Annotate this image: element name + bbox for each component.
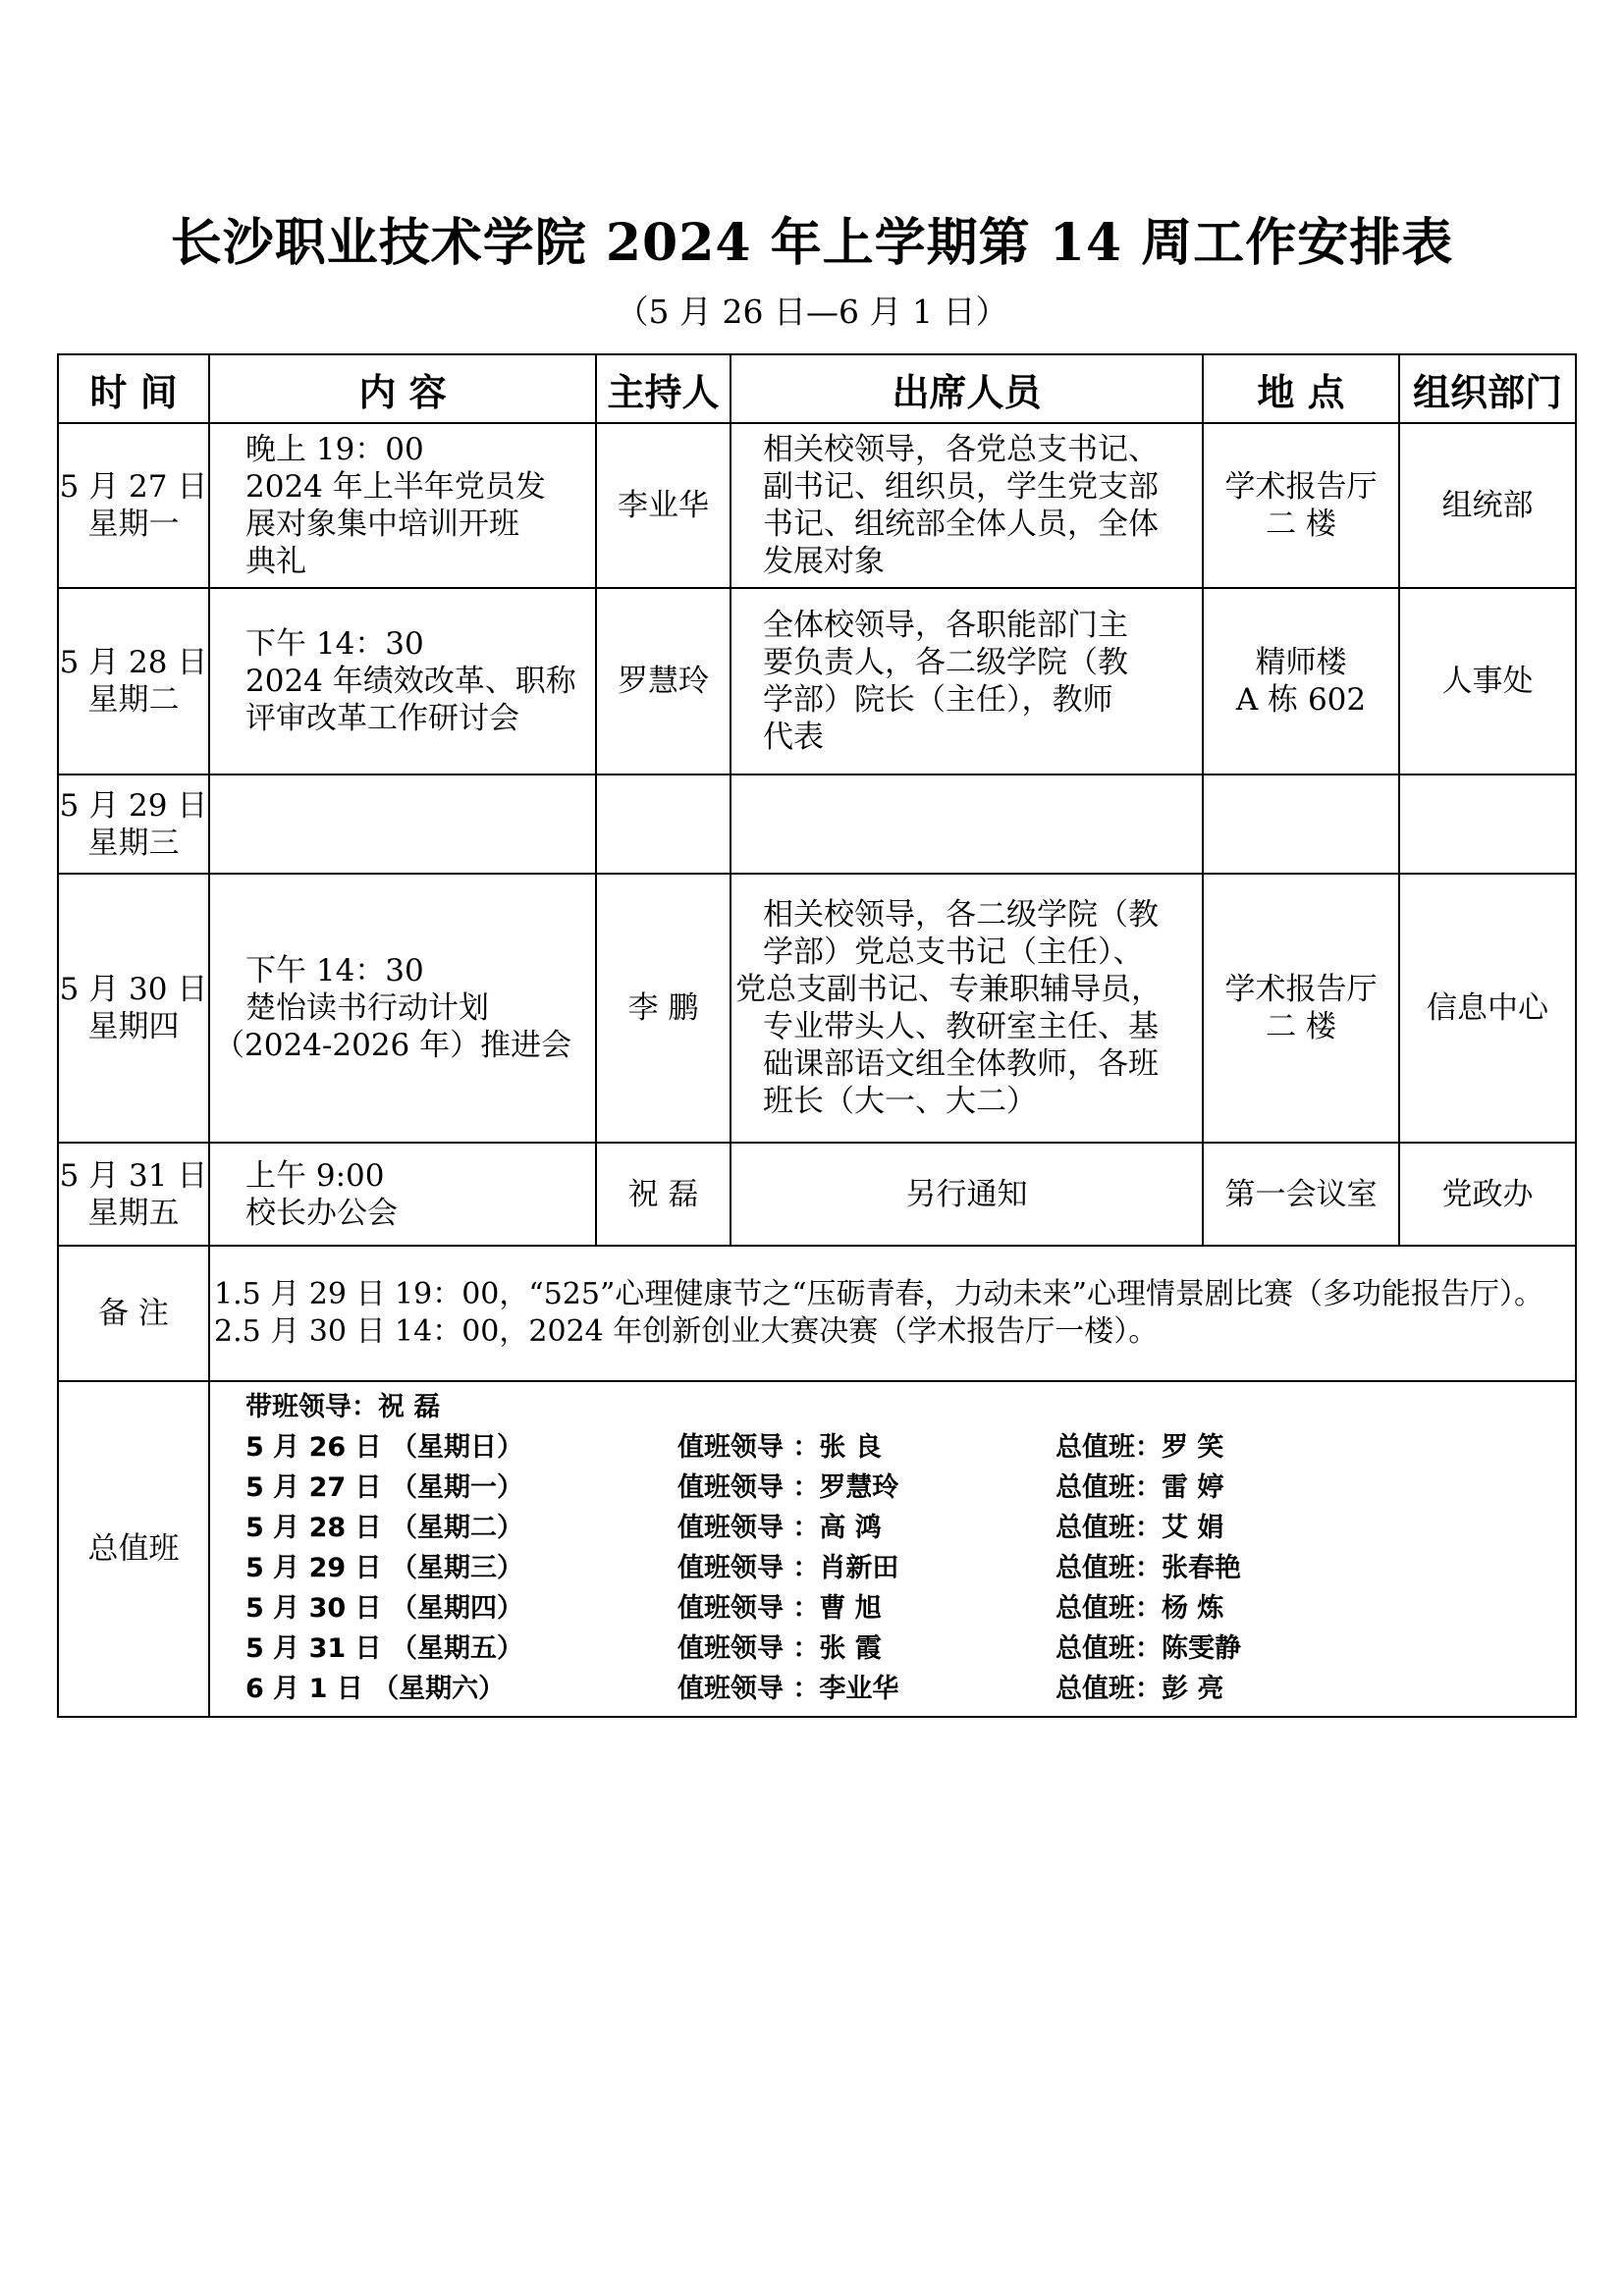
attendees-cell <box>731 1143 1203 1246</box>
host-cell: 罗慧玲 <box>596 588 731 774</box>
location-line: 二 楼 <box>1266 1009 1336 1044</box>
note-line: 1.5 月 29 日 19：00，“525”心理健康节之“压砺青春，力动未来”心理情景剧比赛（多功能报告厅）。 <box>214 1277 1543 1311</box>
content-line: 展对象集中培训开班 <box>245 507 519 542</box>
content-line: 楚怡读书行动计划 <box>245 990 489 1026</box>
duty-person: 总值班：彭 亮 <box>1056 1674 1224 1704</box>
content-line: 2024 年绩效改革、职称 <box>245 664 576 699</box>
attendees-cell <box>731 774 1203 874</box>
host-cell: 祝 磊 <box>596 1143 731 1246</box>
attendees-line: 代表 <box>763 720 824 755</box>
content-cell <box>209 588 596 774</box>
duty-person: 总值班：杨 炼 <box>1056 1593 1224 1624</box>
duty-leader: 值班领导 ：张 霞 <box>677 1633 882 1664</box>
location-line: 学术报告厅 <box>1224 972 1378 1007</box>
attendees-cell <box>731 588 1203 774</box>
header-dept: 组织部门 <box>1399 354 1576 423</box>
notes-cell <box>209 1246 1576 1381</box>
weekday-text: 星期五 <box>87 1195 180 1231</box>
attendees-line: 全体校领导，各职能部门主 <box>763 608 1128 643</box>
page-title: 长沙职业技术学院 2024 年上学期第 14 周工作安排表 <box>170 213 1454 273</box>
notes-label: 备 注 <box>58 1246 209 1381</box>
content-line: 晚上 19：00 <box>245 432 424 467</box>
duty-leader: 值班领导 ：曹 旭 <box>677 1593 882 1624</box>
dept-cell: 党政办 <box>1399 1143 1576 1246</box>
date-text: 5 月 28 日 <box>59 645 208 680</box>
attendees-line: 另行通知 <box>905 1176 1028 1212</box>
duty-row <box>58 1381 1576 1717</box>
date-cell <box>58 774 209 874</box>
attendees-line: 副书记、组织员，学生党支部 <box>763 469 1159 505</box>
attendees-line: 专业带头人、教研室主任、基 <box>763 1009 1159 1044</box>
table-row <box>58 774 1576 874</box>
dept-cell: 组统部 <box>1399 423 1576 588</box>
location-cell <box>1203 1143 1399 1246</box>
date-text: 5 月 27 日 <box>59 469 208 505</box>
host-cell <box>596 774 731 874</box>
attendees-line: 发展对象 <box>763 544 885 579</box>
header-time: 时 间 <box>58 354 209 423</box>
attendees-line: 书记、组统部全体人员，全体 <box>763 507 1159 542</box>
duty-person: 总值班：艾 娟 <box>1056 1513 1224 1543</box>
duty-cell <box>209 1381 1576 1717</box>
header-attendees: 出席人员 <box>731 354 1203 423</box>
duty-entry <box>245 1548 1575 1588</box>
notes-row <box>58 1246 1576 1381</box>
attendees-line: 学部）党总支书记（主任）、 <box>763 934 1144 970</box>
content-cell <box>209 423 596 588</box>
host-cell: 李 鹏 <box>596 874 731 1143</box>
dept-cell <box>1399 774 1576 874</box>
header-content: 内 容 <box>209 354 596 423</box>
weekday-text: 星期一 <box>87 507 180 542</box>
date-text: 5 月 29 日 <box>59 787 208 824</box>
date-cell <box>58 1143 209 1246</box>
location-cell <box>1203 874 1399 1143</box>
header-location: 地 点 <box>1203 354 1399 423</box>
duty-entry <box>245 1508 1575 1548</box>
attendees-cell <box>731 874 1203 1143</box>
duty-entry <box>245 1427 1575 1468</box>
content-line: 上午 9:00 <box>245 1157 385 1194</box>
schedule-table <box>57 353 1577 1718</box>
location-cell <box>1203 588 1399 774</box>
date-cell <box>58 588 209 774</box>
location-line: A 栋 602 <box>1235 682 1367 718</box>
dept-cell: 人事处 <box>1399 588 1576 774</box>
location-line: 二 楼 <box>1266 507 1336 542</box>
duty-entry <box>245 1629 1575 1669</box>
location-line: 学术报告厅 <box>1224 469 1378 505</box>
content-line: 下午 14：30 <box>245 626 424 662</box>
duty-date: 5 月 31 日 （星期五） <box>245 1633 523 1664</box>
duty-date: 5 月 26 日 （星期日） <box>245 1432 523 1463</box>
duty-leader: 值班领导 ：李业华 <box>677 1674 899 1704</box>
content-cell <box>209 874 596 1143</box>
table-row <box>58 423 1576 588</box>
duty-date: 6 月 1 日 （星期六） <box>245 1674 506 1704</box>
table-row <box>58 1143 1576 1246</box>
duty-entry <box>245 1669 1575 1709</box>
attendees-line: 相关校领导，各二级学院（教 <box>763 897 1159 933</box>
duty-leader: 值班领导 ：张 良 <box>677 1432 882 1463</box>
dept-cell: 信息中心 <box>1399 874 1576 1143</box>
attendees-line: 学部）院长（主任），教师 <box>763 682 1113 718</box>
duty-entry <box>245 1588 1575 1629</box>
duty-label: 总值班 <box>58 1381 209 1717</box>
header-row <box>58 354 1576 423</box>
header-host: 主持人 <box>596 354 731 423</box>
content-line: 评审改革工作研讨会 <box>245 701 519 736</box>
duty-person: 总值班：陈雯静 <box>1056 1633 1241 1664</box>
location-line: 第一会议室 <box>1224 1176 1378 1212</box>
date-cell <box>58 874 209 1143</box>
attendees-line: 班长（大一、大二） <box>763 1084 1037 1119</box>
weekday-text: 星期四 <box>87 1009 180 1044</box>
host-cell: 李业华 <box>596 423 731 588</box>
table-row <box>58 588 1576 774</box>
duty-date: 5 月 27 日 （星期一） <box>245 1472 523 1503</box>
weekday-text: 星期三 <box>87 825 180 861</box>
duty-date: 5 月 30 日 （星期四） <box>245 1593 523 1624</box>
duty-person: 总值班：张春艳 <box>1056 1553 1241 1583</box>
date-text: 5 月 31 日 <box>59 1157 208 1194</box>
content-cell <box>209 1143 596 1246</box>
location-line: 精师楼 <box>1255 645 1347 680</box>
location-cell <box>1203 423 1399 588</box>
note-line: 2.5 月 30 日 14：00，2024 年创新创业大赛决赛（学术报告厅一楼）。 <box>214 1314 1159 1349</box>
duty-lead: 带班领导：祝 磊 <box>245 1392 441 1422</box>
content-line: 2024 年上半年党员发 <box>245 469 546 505</box>
date-cell <box>58 423 209 588</box>
attendees-line: 党总支副书记、专兼职辅导员， <box>735 972 1162 1007</box>
attendees-line: 础课部语文组全体教师，各班 <box>763 1046 1159 1082</box>
duty-date: 5 月 29 日 （星期三） <box>245 1553 523 1583</box>
weekday-text: 星期二 <box>87 682 180 718</box>
duty-person: 总值班：雷 婷 <box>1056 1472 1224 1503</box>
content-line: 校长办公会 <box>245 1195 398 1231</box>
attendees-line: 相关校领导，各党总支书记、 <box>763 432 1159 467</box>
duty-entry <box>245 1468 1575 1508</box>
duty-person: 总值班：罗 笑 <box>1056 1432 1224 1463</box>
content-line: （2024-2026 年）推进会 <box>214 1028 572 1063</box>
attendees-line: 要负责人，各二级学院（教 <box>763 645 1128 680</box>
duty-leader: 值班领导 ：高 鸿 <box>677 1513 882 1543</box>
location-cell <box>1203 774 1399 874</box>
content-line: 典礼 <box>245 544 306 579</box>
attendees-cell <box>731 423 1203 588</box>
duty-leader: 值班领导 ：罗慧玲 <box>677 1472 899 1503</box>
duty-date: 5 月 28 日 （星期二） <box>245 1513 523 1543</box>
date-text: 5 月 30 日 <box>59 972 208 1007</box>
duty-leader: 值班领导 ：肖新田 <box>677 1553 899 1583</box>
table-row <box>58 874 1576 1143</box>
content-cell <box>209 774 596 874</box>
page-subtitle: （5 月 26 日—6 月 1 日） <box>616 293 1008 331</box>
content-line: 下午 14：30 <box>245 953 424 988</box>
